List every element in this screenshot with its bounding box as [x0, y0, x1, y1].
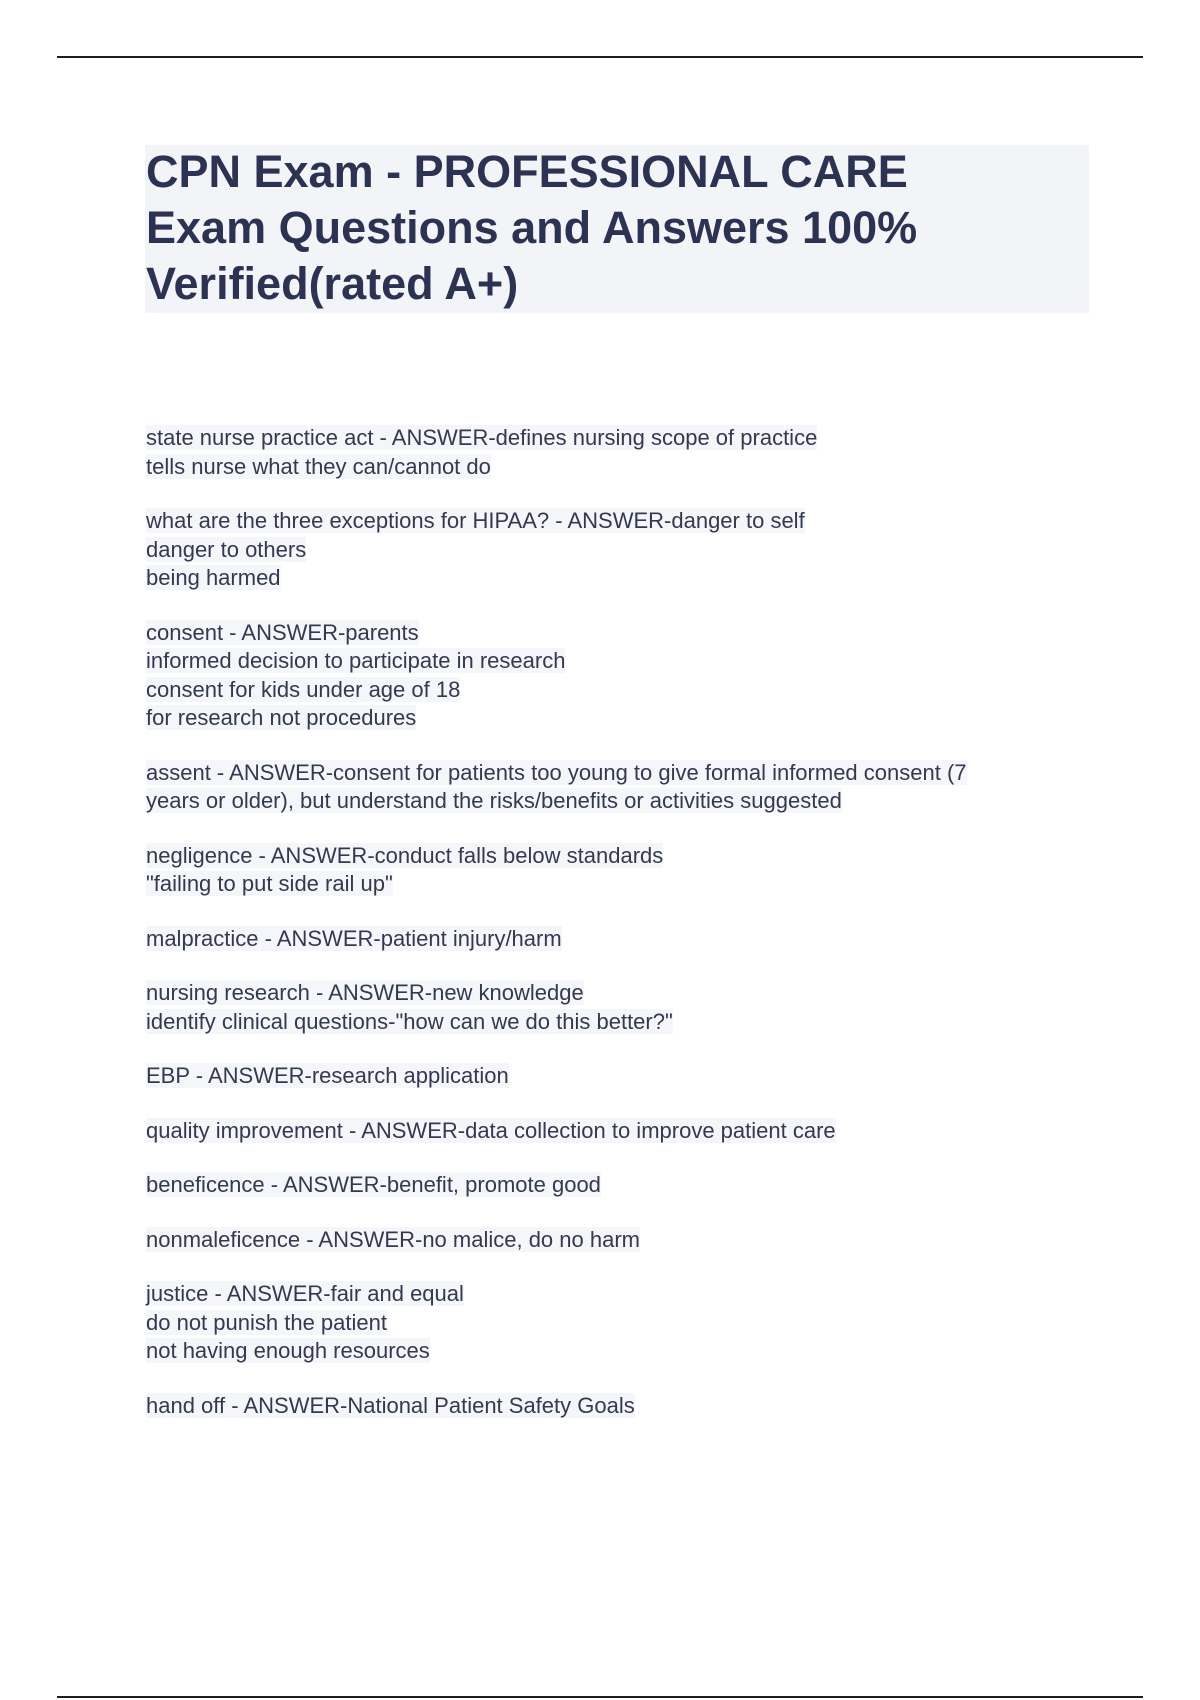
qa-item-ebp — [146, 1062, 1106, 1091]
qa-line: justice - ANSWER-fair and equal — [146, 1281, 464, 1306]
title-line: Verified(rated A+) — [146, 258, 519, 309]
qa-line: hand off - ANSWER-National Patient Safety Goals — [146, 1392, 635, 1418]
qa-item-hand-off — [146, 1392, 1106, 1421]
qa-line: consent for kids under age of 18 — [146, 676, 461, 702]
qa-line: being harmed — [146, 565, 281, 590]
qa-line: beneficence - ANSWER-benefit, promote good — [146, 1172, 601, 1197]
top-divider — [57, 56, 1143, 58]
bottom-divider — [57, 1696, 1143, 1698]
qa-line: what are the three exceptions for HIPAA? - ANSWER-danger to self — [146, 508, 805, 533]
qa-item-hipaa-exceptions — [146, 507, 1106, 593]
qa-line: years or older), but understand the risks/benefits or activities suggested — [146, 788, 842, 813]
qa-line: "failing to put side rail up" — [146, 871, 393, 896]
qa-item-state-nurse-practice-act — [146, 424, 1106, 481]
document-title — [146, 144, 1086, 312]
qa-item-nursing-research — [146, 979, 1106, 1036]
qa-line: malpractice - ANSWER-patient injury/harm — [146, 925, 562, 951]
qa-item-consent — [146, 619, 1106, 733]
qa-line: assent - ANSWER-consent for patients too young to give formal informed consent (7 — [146, 759, 967, 785]
qa-item-nonmaleficence — [146, 1226, 1106, 1255]
qa-item-malpractice — [146, 925, 1106, 954]
qa-line: EBP - ANSWER-research application — [146, 1063, 509, 1088]
qa-line: nursing research - ANSWER-new knowledge — [146, 980, 584, 1005]
qa-line: state nurse practice act - ANSWER-defines nursing scope of practice — [146, 425, 818, 450]
qa-item-beneficence — [146, 1171, 1106, 1200]
title-line: CPN Exam - PROFESSIONAL CARE — [146, 146, 908, 197]
qa-line: for research not procedures — [146, 705, 417, 730]
qa-line: negligence - ANSWER-conduct falls below standards — [146, 842, 664, 868]
qa-item-quality-improvement — [146, 1117, 1106, 1146]
title-line: Exam Questions and Answers 100% — [146, 202, 918, 253]
qa-line: quality improvement - ANSWER-data collection to improve patient care — [146, 1117, 836, 1143]
qa-line: tells nurse what they can/cannot do — [146, 453, 491, 479]
qa-line: not having enough resources — [146, 1338, 430, 1363]
qa-line: consent - ANSWER-parents — [146, 619, 419, 645]
qa-list — [146, 424, 1106, 1446]
qa-item-negligence — [146, 842, 1106, 899]
qa-line: identify clinical questions-"how can we do this better?" — [146, 1008, 673, 1034]
qa-item-assent — [146, 759, 1106, 816]
qa-line: do not punish the patient — [146, 1309, 387, 1335]
qa-item-justice — [146, 1280, 1106, 1366]
qa-line: nonmaleficence - ANSWER-no malice, do no harm — [146, 1226, 640, 1252]
qa-line: danger to others — [146, 536, 307, 562]
qa-line: informed decision to participate in research — [146, 648, 566, 673]
